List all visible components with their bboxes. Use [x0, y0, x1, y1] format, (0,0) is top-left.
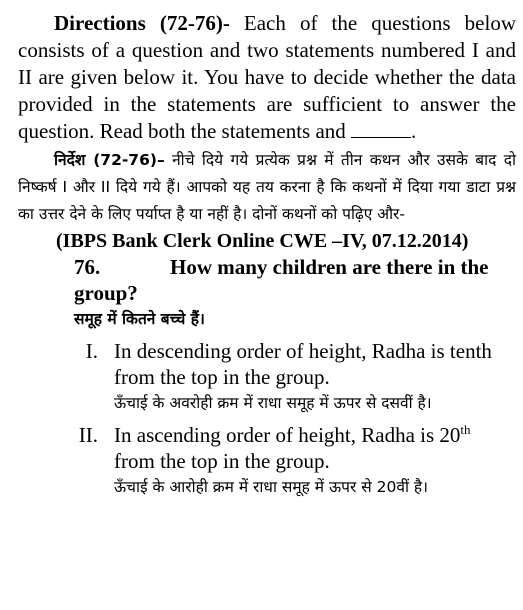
question-text-hindi: समूह में कितने बच्चे हैं। — [74, 310, 205, 328]
statement-2-text-before: In ascending order of height, Radha is 20 — [114, 423, 461, 447]
statement-2 — [18, 422, 516, 500]
statement-1-number: I. — [85, 339, 98, 363]
statement-1-hindi: ऊँचाई के अवरोही क्रम में राधा समूह में ऊपर से दसवीं है। — [114, 394, 432, 412]
statement-1 — [18, 338, 516, 416]
question-row — [74, 254, 516, 281]
statement-1-english: In descending order of height, Radha is tenth from the top in the group. — [114, 339, 492, 389]
directions-label: Directions (72-76)- — [54, 11, 230, 35]
question-number: 76. — [74, 255, 101, 279]
question-text: How many children are there in the — [170, 255, 489, 279]
statement-2-number: II. — [78, 423, 98, 447]
statement-2-english — [114, 422, 516, 474]
directions-hindi — [18, 147, 516, 228]
directions-text: Each of the questions below consists of a question and two statements numbered I and II are given below it. You have to decide whether the data provided in the statements are sufficient to answer the question. Read both the statements and — [18, 11, 516, 143]
statement-2-text-after: from the top in the group. — [114, 449, 330, 473]
directions-hindi-text: नीचे दिये गये प्रत्येक प्रश्न में तीन कथन और उसके बाद दो निष्कर्ष I और II दिये गये हैं। आपको यह तय करना है कि कथनों में दिया गया डाटा प्रश्न का उत्तर देने के लिए पर्याप्त है या नहीं है। दोनों कथनों को पढ़िए और- — [18, 151, 516, 223]
directions-hindi-label: निर्देश (72-76)– — [54, 151, 165, 169]
question-page — [18, 10, 516, 500]
directions-english — [18, 10, 516, 145]
directions-end: . — [411, 119, 417, 143]
answer-blank — [351, 121, 411, 138]
statement-2-hindi: ऊँचाई के आरोही क्रम में राधा समूह में ऊपर से 20वीं है। — [114, 478, 429, 496]
statement-2-ordinal: th — [460, 422, 471, 437]
exam-source: (IBPS Bank Clerk Online CWE –IV, 07.12.2014) — [56, 230, 469, 252]
question-text-continued: group? — [74, 281, 138, 305]
